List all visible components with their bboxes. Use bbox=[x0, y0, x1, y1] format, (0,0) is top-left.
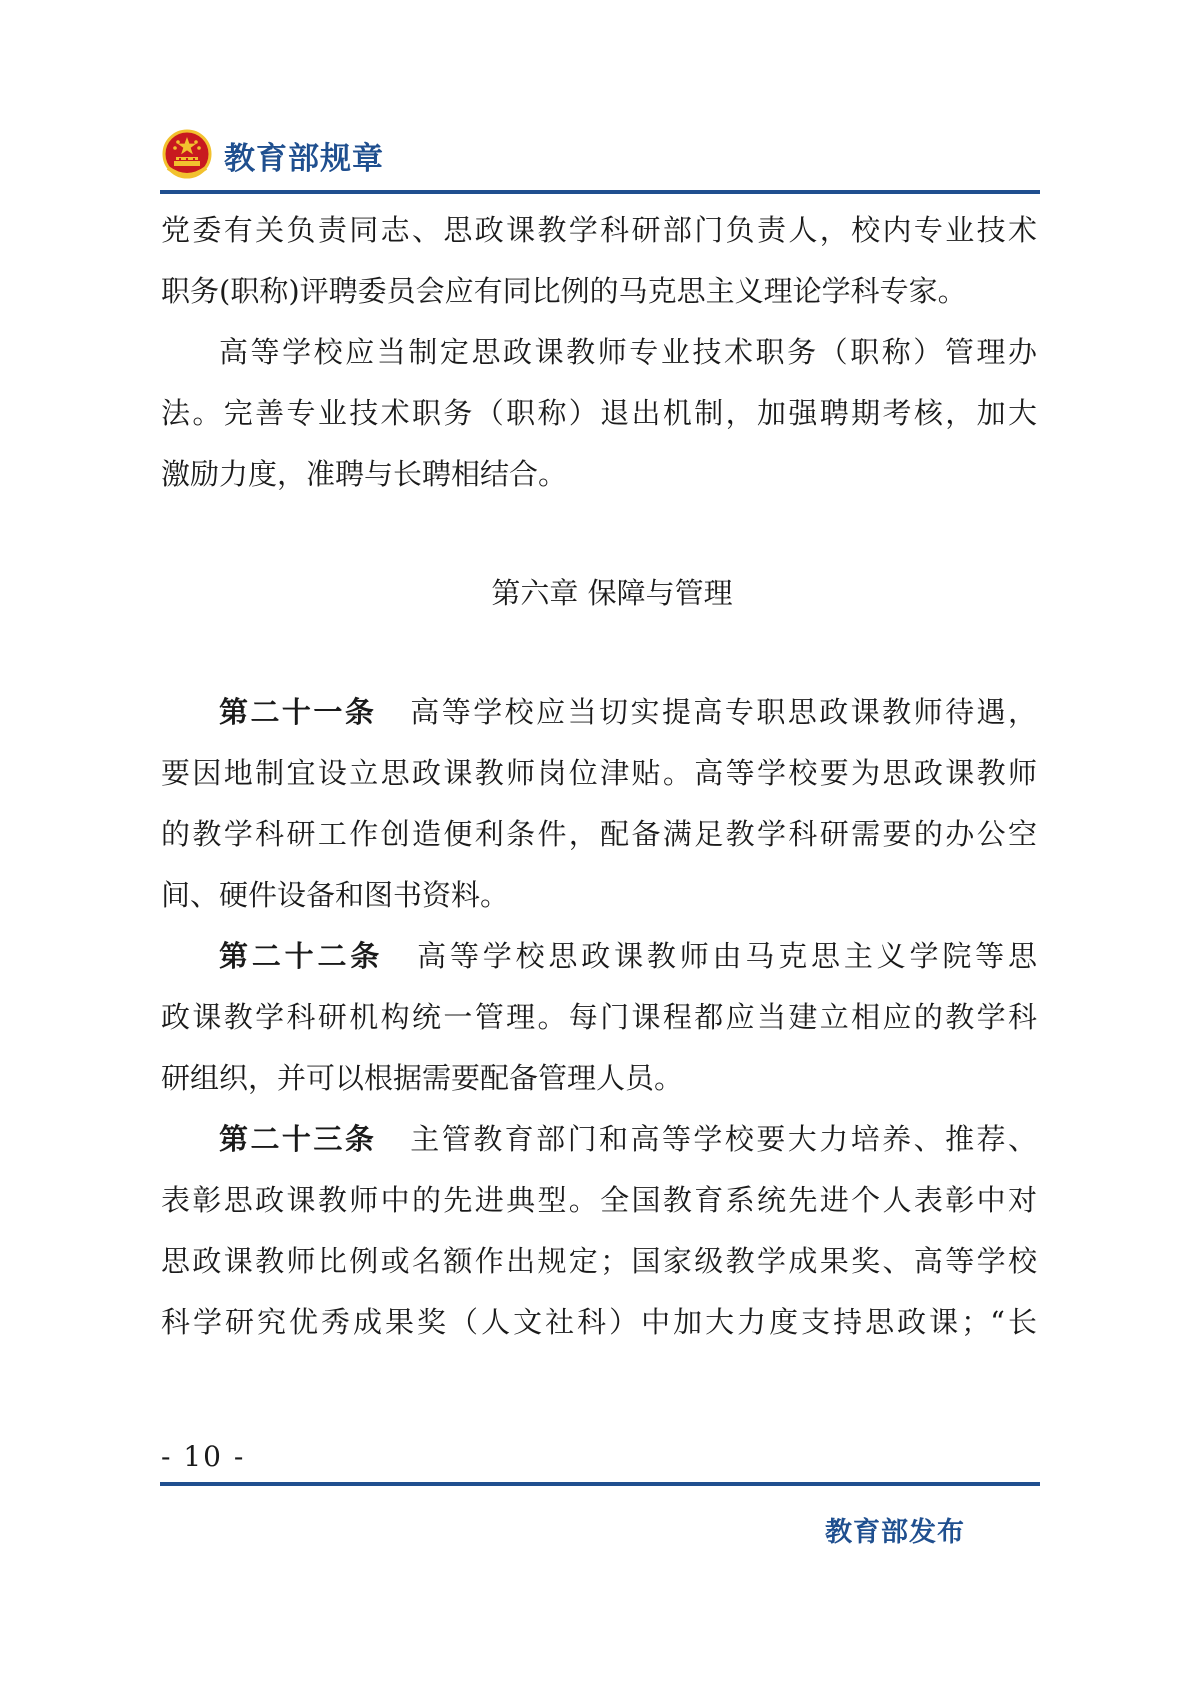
text-line: 思政课教师比例或名额作出规定；国家级教学成果奖、高等学校 bbox=[161, 1244, 1037, 1278]
text-line: 科学研究优秀成果奖（人文社科）中加大力度支持思政课；“长 bbox=[161, 1305, 1037, 1339]
chapter-heading: 第六章 保障与管理 bbox=[491, 576, 733, 610]
article-text: 主管教育部门和高等学校要大力培养、推荐、 bbox=[410, 1122, 1037, 1156]
header-title: 教育部规章 bbox=[224, 140, 384, 177]
text-line: 激励力度，准聘与长聘相结合。 bbox=[161, 457, 568, 491]
text-line: 表彰思政课教师中的先进典型。全国教育系统先进个人表彰中对 bbox=[161, 1183, 1037, 1217]
text-line: 职务(职称)评聘委员会应有同比例的马克思主义理论学科专家。 bbox=[161, 274, 967, 308]
paragraph bbox=[161, 200, 1037, 322]
text-line: 研组织，并可以根据需要配备管理人员。 bbox=[161, 1061, 684, 1095]
national-emblem-icon bbox=[160, 128, 214, 182]
text-line: 的教学科研工作创造便利条件，配备满足教学科研需要的办公空 bbox=[161, 817, 1037, 851]
page-number: - 10 - bbox=[161, 1440, 246, 1473]
footer-divider bbox=[160, 1482, 1040, 1486]
text-line: 法。完善专业技术职务（职称）退出机制，加强聘期考核，加大 bbox=[161, 396, 1037, 430]
article-22 bbox=[161, 926, 1037, 1109]
text-line: 要因地制宜设立思政课教师岗位津贴。高等学校要为思政课教师 bbox=[161, 756, 1037, 790]
text-line: 政课教学科研机构统一管理。每门课程都应当建立相应的教学科 bbox=[161, 1000, 1037, 1034]
article-text: 高等学校思政课教师由马克思主义学院等思 bbox=[417, 939, 1037, 973]
text-line: 间、硬件设备和图书资料。 bbox=[161, 878, 510, 912]
text-line: 高等学校应当制定思政课教师专业技术职务（职称）管理办 bbox=[219, 335, 1037, 369]
text-line bbox=[161, 1109, 1037, 1170]
page-header bbox=[160, 128, 384, 182]
text-line bbox=[161, 926, 1037, 987]
text-line: 党委有关负责同志、思政课教学科研部门负责人，校内专业技术 bbox=[161, 213, 1037, 247]
document-body bbox=[161, 200, 1037, 1353]
article-text: 高等学校应当切实提高专职思政课教师待遇， bbox=[410, 695, 1037, 729]
article-label: 第二十二条 bbox=[219, 939, 384, 973]
article-23 bbox=[161, 1109, 1037, 1353]
paragraph bbox=[161, 322, 1037, 505]
article-21 bbox=[161, 682, 1037, 926]
text-line bbox=[161, 682, 1037, 743]
footer-publisher: 教育部发布 bbox=[825, 1517, 965, 1548]
article-label: 第二十三条 bbox=[219, 1122, 377, 1156]
article-label: 第二十一条 bbox=[219, 695, 377, 729]
header-divider bbox=[160, 190, 1040, 194]
